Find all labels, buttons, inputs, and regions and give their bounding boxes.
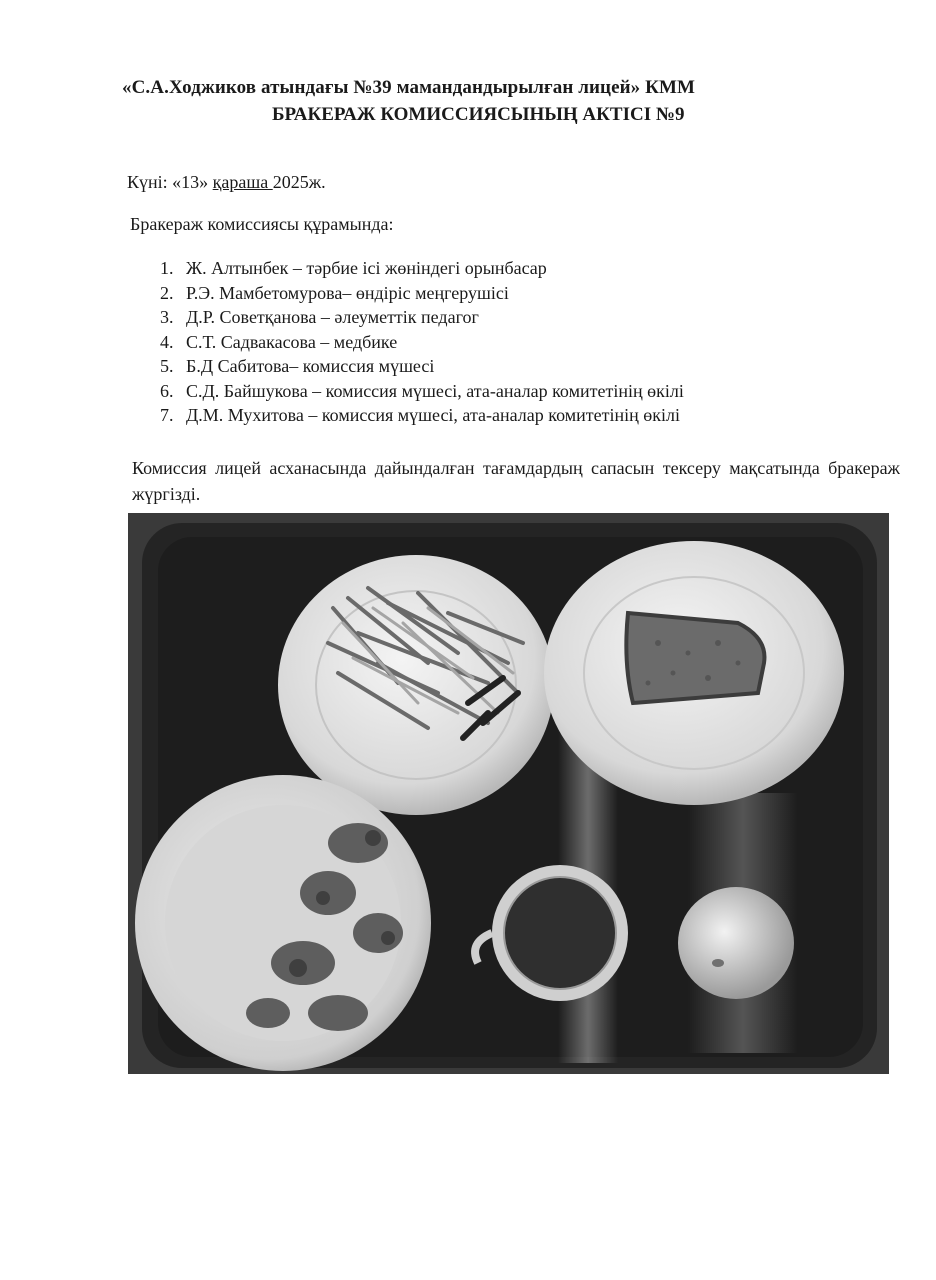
list-item bbox=[160, 403, 684, 428]
list-number: 5. bbox=[160, 356, 174, 376]
member-text: Д.Р. Советқанова – әлеуметтік педагог bbox=[186, 307, 479, 327]
list-number: 4. bbox=[160, 331, 174, 352]
composition-label: Бракераж комиссиясы құрамында: bbox=[130, 214, 394, 234]
list-number: 1. bbox=[160, 258, 174, 278]
member-text: Р.Э. Мамбетомурова– өндіріс меңгерушісі bbox=[186, 282, 509, 303]
members-list bbox=[160, 256, 684, 428]
list-item bbox=[160, 330, 684, 355]
member-text: Б.Д Сабитова– комиссия мүшесі bbox=[186, 356, 435, 376]
list-number: 2. bbox=[160, 282, 174, 303]
act-title: БРАКЕРАЖ КОМИССИЯСЫНЫҢ АКТІСІ №9 bbox=[272, 104, 685, 125]
list-item bbox=[160, 305, 684, 330]
member-text: С.Д. Байшукова – комиссия мүшесі, ата-аналар комитетінің өкілі bbox=[186, 380, 684, 401]
list-number: 3. bbox=[160, 307, 174, 327]
list-number: 7. bbox=[160, 405, 174, 425]
member-text: Ж. Алтынбек – тәрбие ісі жөніндегі орынбасар bbox=[186, 258, 547, 278]
date-prefix: Күні: «13» bbox=[127, 172, 213, 192]
food-tray-photo bbox=[128, 513, 889, 1074]
member-text: Д.М. Мухитова – комиссия мүшесі, ата-аналар комитетінің өкілі bbox=[186, 405, 680, 425]
list-item bbox=[160, 354, 684, 379]
list-number: 6. bbox=[160, 380, 174, 401]
food-tray-illustration bbox=[128, 513, 889, 1074]
apple bbox=[678, 887, 794, 999]
member-text: С.Т. Садвакасова – медбике bbox=[186, 331, 398, 352]
inspection-paragraph: Комиссия лицей асханасында дайындалған тағамдардың сапасын тексеру мақсатында бракераж жүргізді. bbox=[132, 458, 900, 504]
date-line bbox=[127, 172, 326, 193]
date-year: 2025ж. bbox=[272, 172, 326, 192]
list-item bbox=[160, 379, 684, 404]
list-item bbox=[160, 256, 684, 281]
list-item bbox=[160, 281, 684, 306]
institution-header: «С.А.Ходжиков атындағы №39 мамандандырылған лицей» КММ bbox=[122, 77, 696, 98]
date-month: қараша bbox=[212, 172, 273, 192]
